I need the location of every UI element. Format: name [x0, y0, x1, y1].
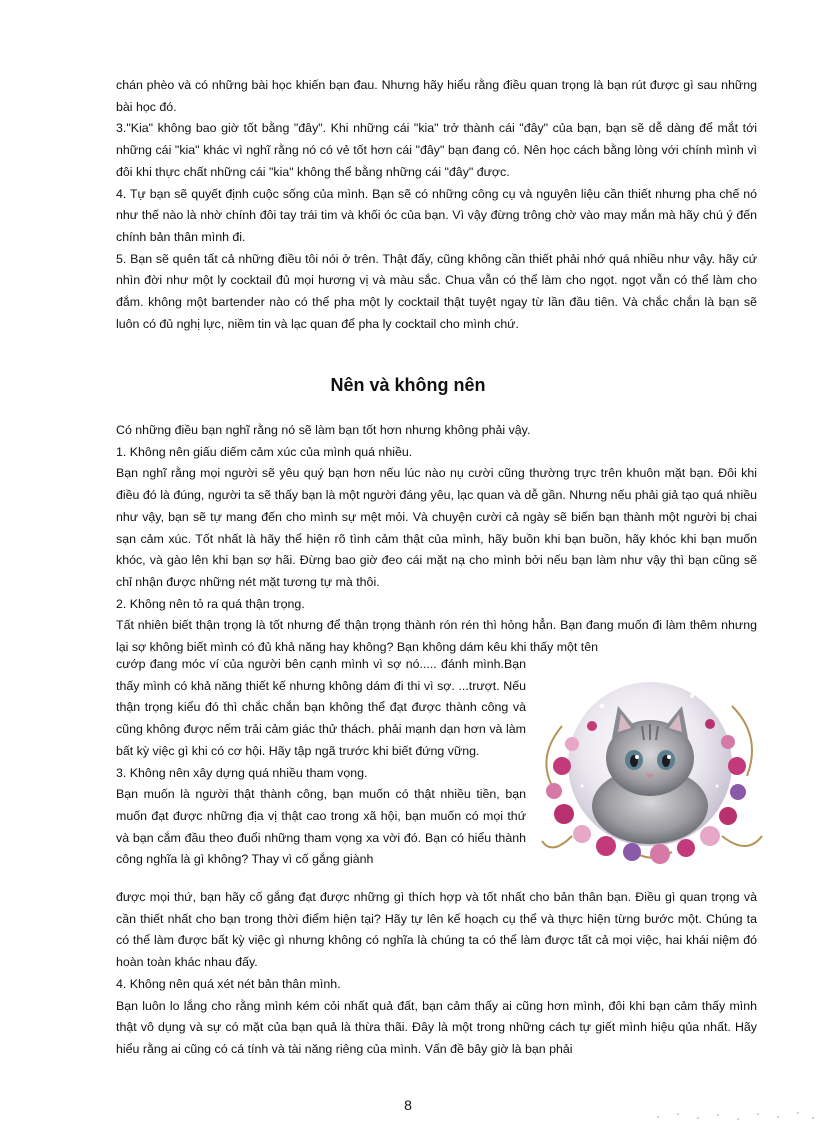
- paragraph: Bạn luôn lo lắng cho rằng mình kém cỏi nhất quả đất, bạn cảm thấy ai cũng hơn mình, đôi khi bạn cảm thấy mình thật vô dụng và sự có mặt của bạn quả là thừa thãi. Đây là một trong những cách tự giết mình hiệu qủa nhất. Hãy hiểu rằng ai cũng có cá tính và tài năng riêng của mình. Vấn đề bây giờ là bạn phải: [116, 998, 757, 1056]
- paragraph: Tất nhiên biết thận trọng là tốt nhưng để thận trọng thành rón rén thì hỏng hẳn. Bạn đang muốn đi làm thêm nhưng lại sợ không biết mình có đủ khả năng hay không? Bạn không dám kêu khi thấy một tên: [116, 618, 757, 655]
- wrapped-text-block: [116, 654, 526, 871]
- dotted-corner-decoration: [648, 1108, 816, 1122]
- list-item-heading: 4. Không nên quá xét nét bản thân mình.: [116, 976, 341, 991]
- bottom-text-block: [116, 887, 757, 1061]
- paragraph: 4. Tự bạn sẽ quyết định cuộc sống của mình. Bạn sẽ có những công cụ và nguyên liệu cần thiết nhưng pha chế nó như thế nào là nhờ chính đôi tay trái tim và khối óc của bạn. Vì vậy đừng trông chờ vào may mắn mà hãy chú ý đến chính bản thân mình đi.: [116, 186, 757, 244]
- list-item-heading: 2. Không nên tỏ ra quá thận trọng.: [116, 596, 305, 611]
- paragraph: Bạn nghĩ rằng mọi người sẽ yêu quý bạn hơn nếu lúc nào nụ cười cũng thường trực trên khuôn mặt bạn. Đôi khi điều đó là đúng, người ta sẽ thấy bạn là một người đáng yêu, lạc quan và dễ gần. Nhưng nếu phải giả tạo quá nhiều như vậy, bạn sẽ tự mang đến cho mình sự mệt mỏi. Và chuyện cười cả ngày sẽ biến bạn thành một người bị chai sạn cảm xúc. Tốt nhất là hãy thể hiện rõ tình cảm thật của mình, hãy buồn khi bạn buồn, hãy khóc khi bạn muốn khóc, và gào lên khi bạn sợ hãi. Đừng bao giờ đeo cái mặt nạ cho mình bởi nếu bạn làm như vậy thì bạn cũng sẽ chỉ nhận được những nét mặt tương tự mà thôi.: [116, 466, 757, 589]
- list-item-heading: 3. Không nên xây dựng quá nhiều tham vọng.: [116, 765, 368, 780]
- paragraph: 3."Kia" không bao giờ tốt bằng "đây". Khi những cái "kia" trở thành cái "đây" của bạn, bạn sẽ dễ dàng để mắt tới những cái "kia" khác vì nghĩ rằng nó có vẻ tốt hơn cái "đây" bạn đang có. Nên học cách bằng lòng với chính mình vì đôi khi thực chất những cái "kia" không thể bằng những cái "đây" được.: [116, 121, 757, 179]
- page-number: 8: [404, 1097, 412, 1113]
- paragraph: 5. Bạn sẽ quên tất cả những điều tôi nói ở trên. Thật đấy, cũng không cần thiết phải nhớ quá nhiều như vậy. hãy cứ nhìn đời như một ly cocktail đủ mọi hương vị và màu sắc. Chua vẫn có thể làm cho ngọt. ngọt vẫn có thể làm cho đắm. không một bartender nào có thể pha một ly cocktail thật tuyệt ngay từ lần đầu tiên. Và chắc chắn là bạn sẽ luôn có đủ nghị lực, niềm tin và lạc quan để pha ly cocktail cho mình chứ.: [116, 251, 757, 331]
- mid-text-block: [116, 420, 757, 659]
- paragraph: cướp đang móc ví của người bên cạnh mình vì sợ nó..... đánh mình.Bạn thấy mình có khả năng thiết kế nhưng không dám đi thi vì sợ. ...trượt. Nếu thận trọng kiểu đó thì chắc chắn bạn không thể đạt được thành công và cũng không được nếm trải cảm giác thử thách. phải mạnh dạn hơn và làm bất kỳ việc gì khi có cơ hội. Hãy tập ngã trước khi biết đứng vững.: [116, 657, 526, 758]
- top-text-block: [116, 75, 757, 335]
- paragraph: Có những điều bạn nghĩ rằng nó sẽ làm bạn tốt hơn nhưng không phải vậy.: [116, 423, 531, 437]
- section-heading: Nên và không nên: [330, 375, 486, 395]
- paragraph: được mọi thứ, bạn hãy cố gắng đạt được những gì thích hợp và tốt nhất cho bản thân bạn. Điều gì quan trọng và cần thiết nhất cho bạn trong thời điểm hiện tại? Hãy tự lên kế hoạch cụ thể và thực hiện từng bước một. Chúng ta có thể làm được bất kỳ việc gì nhưng không có nghĩa là chúng ta có thể làm được tất cả mọi việc, hai khái niệm đó hoàn toàn khác nhau đấy.: [116, 890, 757, 970]
- paragraph: chán phèo và có những bài học khiến bạn đau. Nhưng hãy hiểu rằng điều quan trọng là bạn rút được gì sau những bài học đó.: [116, 78, 757, 114]
- kitten-in-flower-wreath-icon: [532, 666, 770, 866]
- paragraph: Bạn muốn là người thật thành công, bạn muốn có thật nhiều tiền, bạn muốn đạt được những địa vị thật cao trong xã hội, bạn muốn có mọi thứ và bạn cắm đầu theo đuổi những tham vọng xa vời đó. Bạn có hiểu thành công nghĩa là gì không? Thay vì cố gắng giành: [116, 787, 526, 867]
- list-item-heading: 1. Không nên giấu diếm cảm xúc của mình quá nhiều.: [116, 444, 413, 459]
